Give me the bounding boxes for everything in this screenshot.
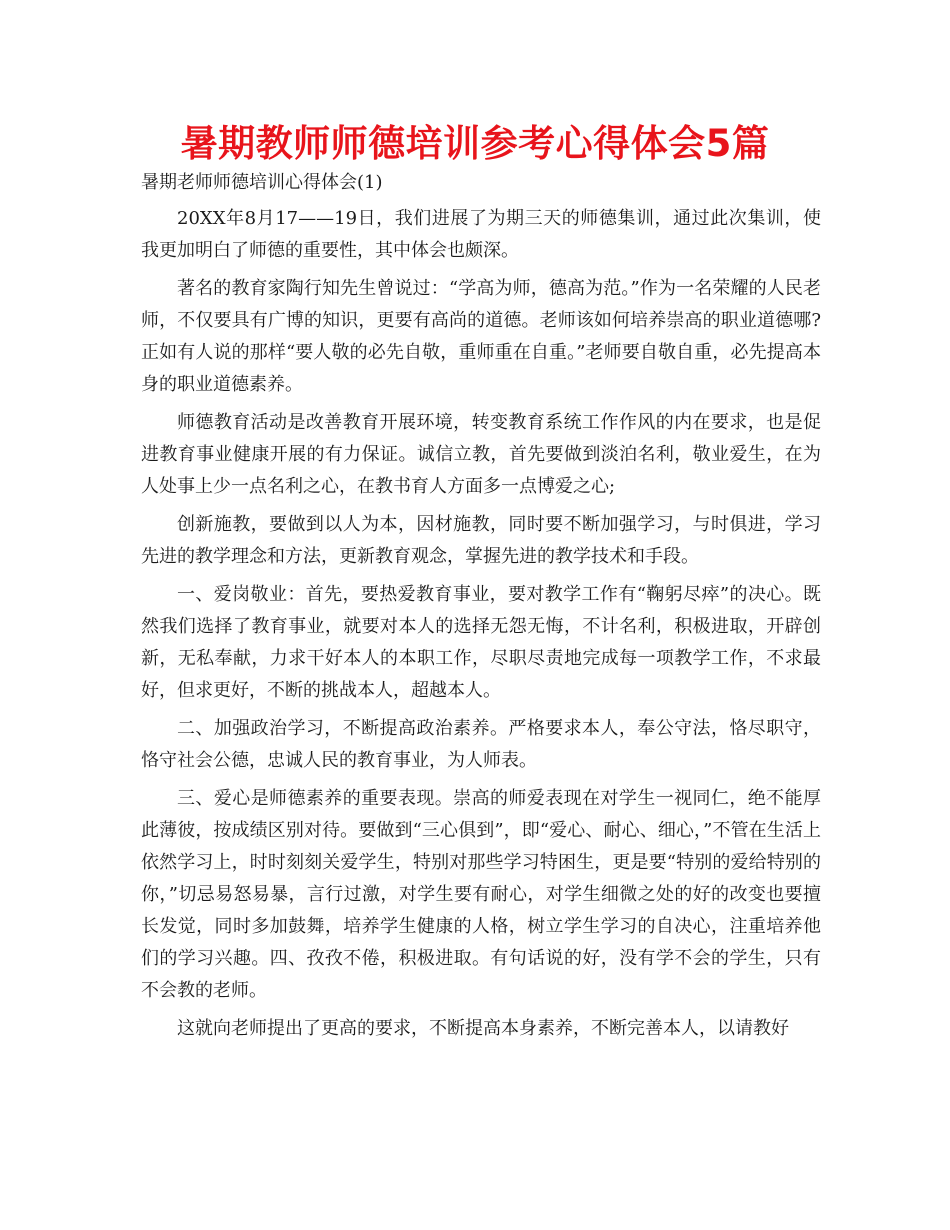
- paragraph-3: 师德教育活动是改善教育开展环境，转变教育系统工作作风的内在要求，也是促进教育事业健康开展的有力保证。诚信立教，首先要做到淡泊名利，敬业爱生，在为人处事上少一点名利之心，在教书育人方面多一点博爱之心;: [141, 412, 821, 497]
- document-title: 暑期教师师德培训参考心得体会5篇: [180, 122, 770, 165]
- document-body: [141, 167, 821, 1051]
- paragraph-2: 著名的教育家陶行知先生曾说过：“学高为师，德高为范。”作为一名荣耀的人民老师，不仅要具有广博的知识，更要有高尚的道德。老师该如何培养崇高的职业道德哪?正如有人说的那样“要人敬的必先自敬，重师重在自重。”老师要自敬自重，必先提高本身的职业道德素养。: [141, 278, 821, 395]
- paragraph-8: 这就向老师提出了更高的要求，不断提高本身素养，不断完善本人，以请教好: [177, 1018, 789, 1039]
- section-subtitle: 暑期老师师德培训心得体会(1): [141, 172, 383, 193]
- paragraph-7: 三、爱心是师德素养的重要表现。崇高的师爱表现在对学生一视同仁，绝不能厚此薄彼，按成绩区别对待。要做到“三心俱到”，即“爱心、耐心、细心，”不管在生活上依然学习上，时时刻刻关爱学生，特别对那些学习特困生，更是要“特别的爱给特别的你，”切忌易怒易暴，言行过激，对学生要有耐心，对学生细微之处的好的改变也要擅长发觉，同时多加鼓舞，培养学生健康的人格，树立学生学习的自决心，注重培养他们的学习兴趣。四、孜孜不倦，积极进取。有句话说的好，没有学不会的学生，只有不会教的老师。: [141, 788, 821, 1001]
- paragraph-1: 20XX年8月17——19日，我们进展了为期三天的师德集训，通过此次集训，使我更加明白了师德的重要性，其中体会也颇深。: [141, 208, 821, 261]
- paragraph-6: 二、加强政治学习，不断提高政治素养。严格要求本人，奉公守法，恪尽职守，恪守社会公德，忠诚人民的教育事业，为人师表。: [141, 718, 821, 771]
- paragraph-4: 创新施教，要做到以人为本，因材施教，同时要不断加强学习，与时俱进，学习先进的教学理念和方法，更新教育观念，掌握先进的教学技术和手段。: [141, 514, 821, 567]
- paragraph-5: 一、爱岗敬业：首先，要热爱教育事业，要对教学工作有“鞠躬尽瘁”的决心。既然我们选择了教育事业，就要对本人的选择无怨无悔，不计名利，积极进取，开辟创新，无私奉献，力求干好本人的本职工作，尽职尽责地完成每一项教学工作，不求最好，但求更好，不断的挑战本人，超越本人。: [141, 584, 821, 701]
